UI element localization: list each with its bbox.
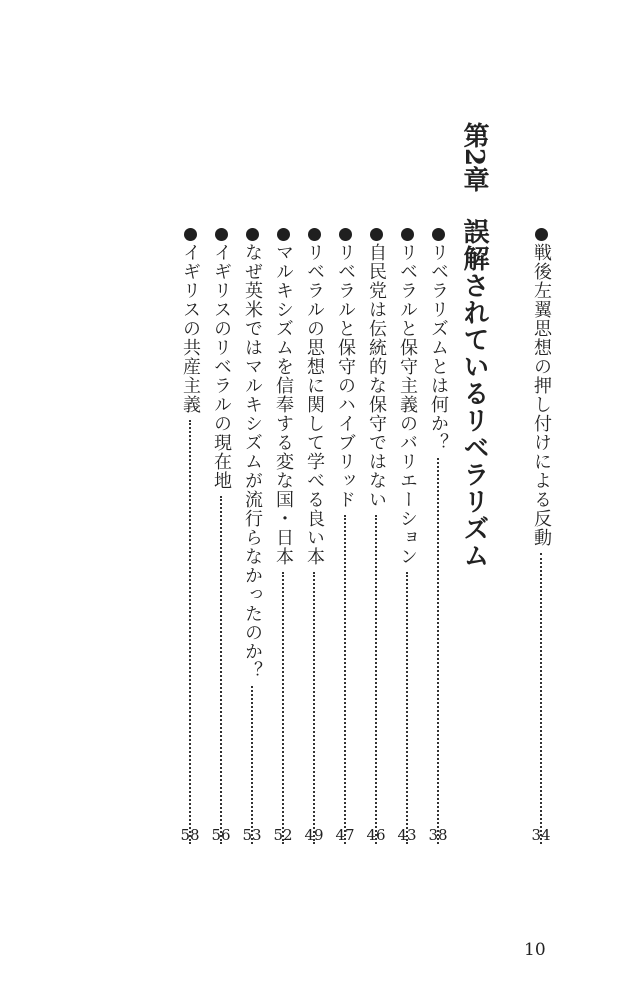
toc-entry-page: 47 (335, 826, 355, 844)
toc-entry[interactable] (241, 228, 263, 850)
toc-entry-page: 38 (428, 826, 448, 844)
dot-leader (282, 572, 284, 844)
toc-entry[interactable] (272, 228, 294, 850)
dot-leader (344, 515, 346, 844)
chapter-number: 第2章 (459, 122, 489, 193)
bullet-icon (401, 228, 414, 241)
dot-leader (189, 420, 191, 844)
toc-entry[interactable] (210, 228, 232, 850)
chapter-title[interactable]: 誤解されているリベラリズム (459, 218, 489, 569)
bullet-icon (277, 228, 290, 241)
toc-entry-page: 52 (273, 826, 293, 844)
toc-entry-title: リベラルの思想に関して学べる良い本 (304, 243, 325, 566)
toc-entry[interactable] (427, 228, 449, 850)
bullet-icon (432, 228, 445, 241)
bullet-icon (339, 228, 352, 241)
toc-entry[interactable] (530, 228, 552, 850)
toc-entry[interactable] (334, 228, 356, 850)
dot-leader (220, 496, 222, 844)
toc-entry-title: なぜ英米ではマルキシズムが流行らなかったのか？ (242, 243, 263, 680)
toc-entry-title: 自民党は伝統的な保守ではない (366, 243, 387, 509)
bullet-icon (215, 228, 228, 241)
bullet-icon (535, 228, 548, 241)
dot-leader (437, 458, 439, 844)
dot-leader (375, 515, 377, 844)
toc-entry-page: 43 (397, 826, 417, 844)
bullet-icon (246, 228, 259, 241)
toc-entry-title: マルキシズムを信奉する変な国・日本 (273, 243, 294, 566)
toc-entry[interactable] (365, 228, 387, 850)
toc-entry-page: 53 (242, 826, 262, 844)
dot-leader (406, 572, 408, 844)
toc-entry-title: イギリスのリベラルの現在地 (211, 243, 232, 490)
toc-entry[interactable] (396, 228, 418, 850)
toc-entry[interactable] (303, 228, 325, 850)
toc-entry-page: 49 (304, 826, 324, 844)
toc-entry[interactable] (179, 228, 201, 850)
dot-leader (251, 686, 253, 844)
toc-entry-title: 戦後左翼思想の押し付けによる反動 (531, 243, 552, 547)
bullet-icon (370, 228, 383, 241)
toc-entry-page: 58 (180, 826, 200, 844)
toc-entry-page: 46 (366, 826, 386, 844)
bullet-icon (308, 228, 321, 241)
toc-entry-page: 56 (211, 826, 231, 844)
toc-entry-title: リベラリズムとは何か？ (428, 243, 449, 452)
toc-entry-page: 34 (531, 826, 551, 844)
toc-entry-title: リベラルと保守のハイブリッド (335, 243, 356, 509)
toc-entry-title: イギリスの共産主義 (180, 243, 201, 414)
dot-leader (313, 572, 315, 844)
dot-leader (540, 553, 542, 844)
page-number: 10 (524, 940, 546, 960)
toc-entry-title: リベラルと保守主義のバリエーション (397, 243, 418, 566)
bullet-icon (184, 228, 197, 241)
